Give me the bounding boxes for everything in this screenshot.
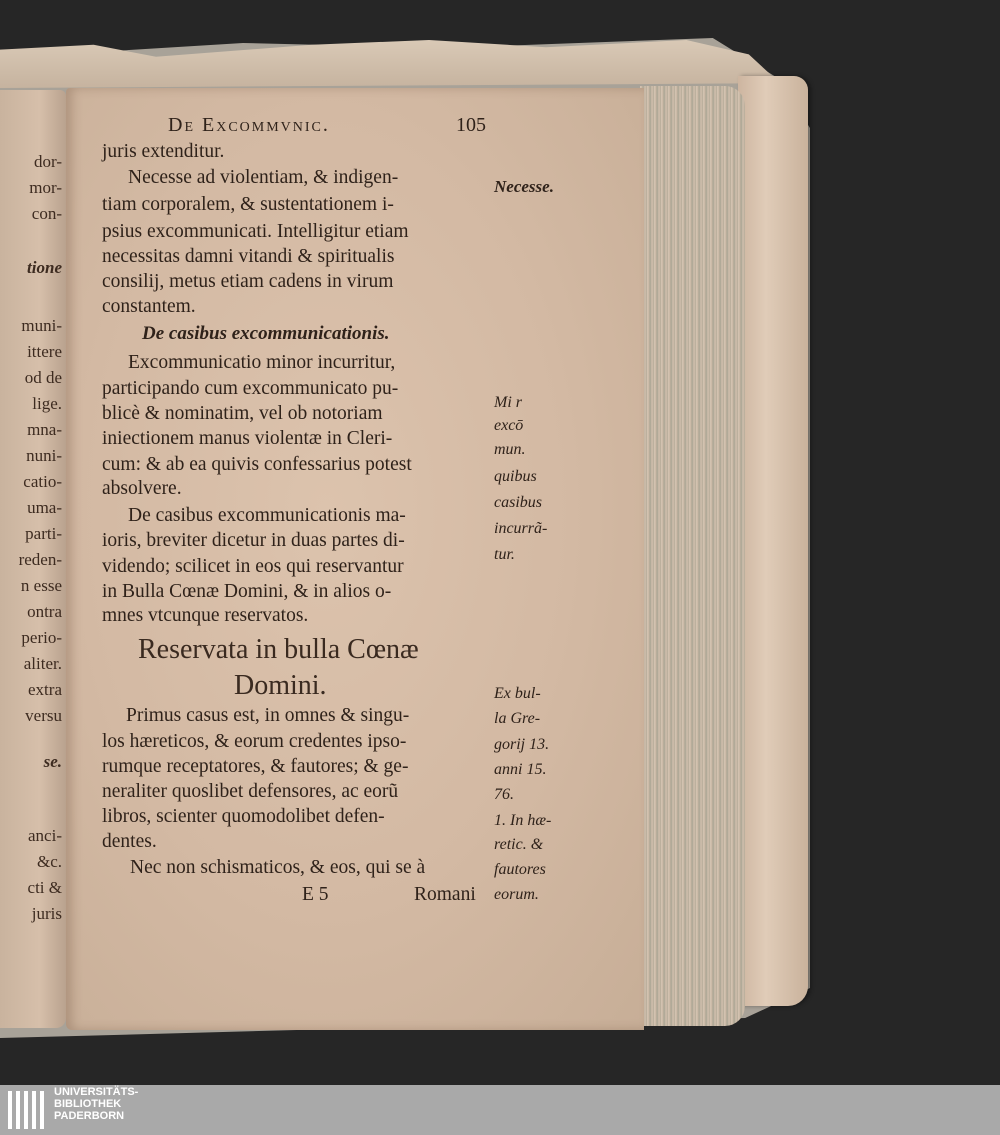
left-page: [0, 90, 66, 1028]
margin-note: Mi r: [494, 394, 522, 411]
back-cover: [738, 76, 808, 1006]
text-line: rumque receptatores, & fautores; & ge-: [102, 756, 409, 777]
left-page-fragment: versu: [25, 706, 62, 725]
left-page-fragment: perio-: [21, 628, 62, 647]
text-line: cum: & ab ea quivis confessarius potest: [102, 454, 412, 475]
margin-note: gorij 13.: [494, 736, 550, 753]
text-line: De casibus excommunicationis ma-: [128, 505, 406, 526]
left-page-fragment: dor-: [34, 152, 62, 171]
library-name: [54, 1086, 138, 1122]
left-page-fragment: catio-: [23, 472, 62, 491]
margin-note: tur.: [494, 546, 515, 563]
left-page-fragment: parti-: [25, 524, 62, 543]
text-line: absolvere.: [102, 478, 182, 499]
running-head: De Excommvnic.: [168, 114, 330, 136]
margin-note: anni 15.: [494, 761, 547, 778]
left-page-fragment: reden-: [18, 550, 62, 569]
left-page-fragment: tione: [27, 258, 62, 277]
text-line: constantem.: [102, 296, 196, 317]
text-line: videndo; scilicet in eos qui reservantur: [102, 556, 404, 577]
text-line: participando cum excommunicato pu-: [102, 378, 399, 399]
left-page-fragment: nuni-: [26, 446, 62, 465]
library-name-line: BIBLIOTHEK: [54, 1098, 122, 1110]
chapter-heading: Domini.: [234, 670, 327, 701]
library-name-line: UNIVERSITÄTS-: [54, 1086, 139, 1098]
text-line: juris extenditur.: [102, 141, 225, 162]
text-line: neraliter quoslibet defensores, ac eorũ: [102, 781, 399, 802]
margin-note: fautores: [494, 861, 546, 878]
left-page-fragment: ontra: [27, 602, 62, 621]
text-line: iniectionem manus violentæ in Cleri-: [102, 428, 393, 449]
left-page-fragment: se.: [43, 752, 62, 771]
margin-note: Necesse.: [494, 177, 554, 196]
margin-note: 76.: [494, 786, 514, 803]
text-line: Necesse ad violentiam, & indigen-: [128, 167, 399, 188]
left-page-fragment: aliter.: [23, 654, 62, 673]
text-line: Nec non schismaticos, & eos, qui se à: [130, 857, 426, 878]
margin-note: 1. In hæ-: [494, 812, 552, 829]
margin-note: mun.: [494, 441, 526, 458]
margin-note: casibus: [494, 494, 542, 511]
catchword: Romani: [414, 884, 476, 905]
left-page-fragment: ittere: [27, 342, 62, 361]
left-page-fragment: mor-: [29, 178, 62, 197]
text-line: Primus casus est, in omnes & singu-: [126, 705, 410, 726]
text-line: los hæreticos, & eorum credentes ipso-: [102, 731, 407, 752]
left-page-fragment: &c.: [36, 852, 62, 871]
margin-note: Ex bul-: [494, 685, 541, 702]
chapter-heading: Reservata in bulla Cœnæ: [138, 634, 419, 665]
left-page-fragment: con-: [31, 204, 62, 223]
margin-note: excō: [494, 417, 524, 434]
text-line: ioris, breviter dicetur in duas partes di-: [102, 530, 405, 551]
left-page-fragment: od de: [24, 368, 62, 387]
margin-note: quibus: [494, 468, 537, 485]
left-page-fragment: uma-: [27, 498, 62, 517]
page-edge-stack: [640, 86, 745, 1026]
text-line: in Bulla Cœnæ Domini, & in alios o-: [102, 581, 392, 602]
left-page-fragment: extra: [28, 680, 62, 699]
page-number: 105: [456, 114, 486, 136]
left-page-fragment: muni-: [21, 316, 62, 335]
margin-note: la Gre-: [494, 710, 541, 727]
text-line: mnes vtcunque reservatos.: [102, 605, 309, 626]
left-page-fragment: cti &: [27, 878, 62, 897]
margin-note: incurrã-: [494, 520, 548, 537]
left-page-fragment: anci-: [28, 826, 62, 845]
left-page-fragment: n esse: [20, 576, 62, 595]
text-line: necessitas damni vitandi & spiritualis: [102, 246, 395, 267]
left-page-fragment: juris: [31, 904, 62, 923]
text-line: consilij, metus etiam cadens in virum: [102, 271, 394, 292]
text-line: Excommunicatio minor incurritur,: [128, 352, 396, 373]
left-page-fragment: lige.: [32, 394, 62, 413]
margin-note: retic. &: [494, 836, 544, 853]
text-line: libros, scienter quomodolibet defen-: [102, 806, 385, 827]
text-line: psius excommunicati. Intelligitur etiam: [102, 221, 409, 242]
signature-mark: E 5: [302, 884, 329, 905]
margin-note: eorum.: [494, 886, 539, 903]
section-heading: De casibus excommunicationis.: [142, 323, 390, 344]
text-line: blicè & nominatim, vel ob notoriam: [102, 403, 383, 424]
text-line: dentes.: [102, 831, 157, 852]
footer-bar: [0, 1085, 1000, 1135]
left-page-fragment: mna-: [27, 420, 62, 439]
text-line: tiam corporalem, & sustentationem i-: [102, 194, 394, 215]
book-top-edge: [0, 40, 780, 88]
library-name-line: PADERBORN: [54, 1110, 125, 1122]
